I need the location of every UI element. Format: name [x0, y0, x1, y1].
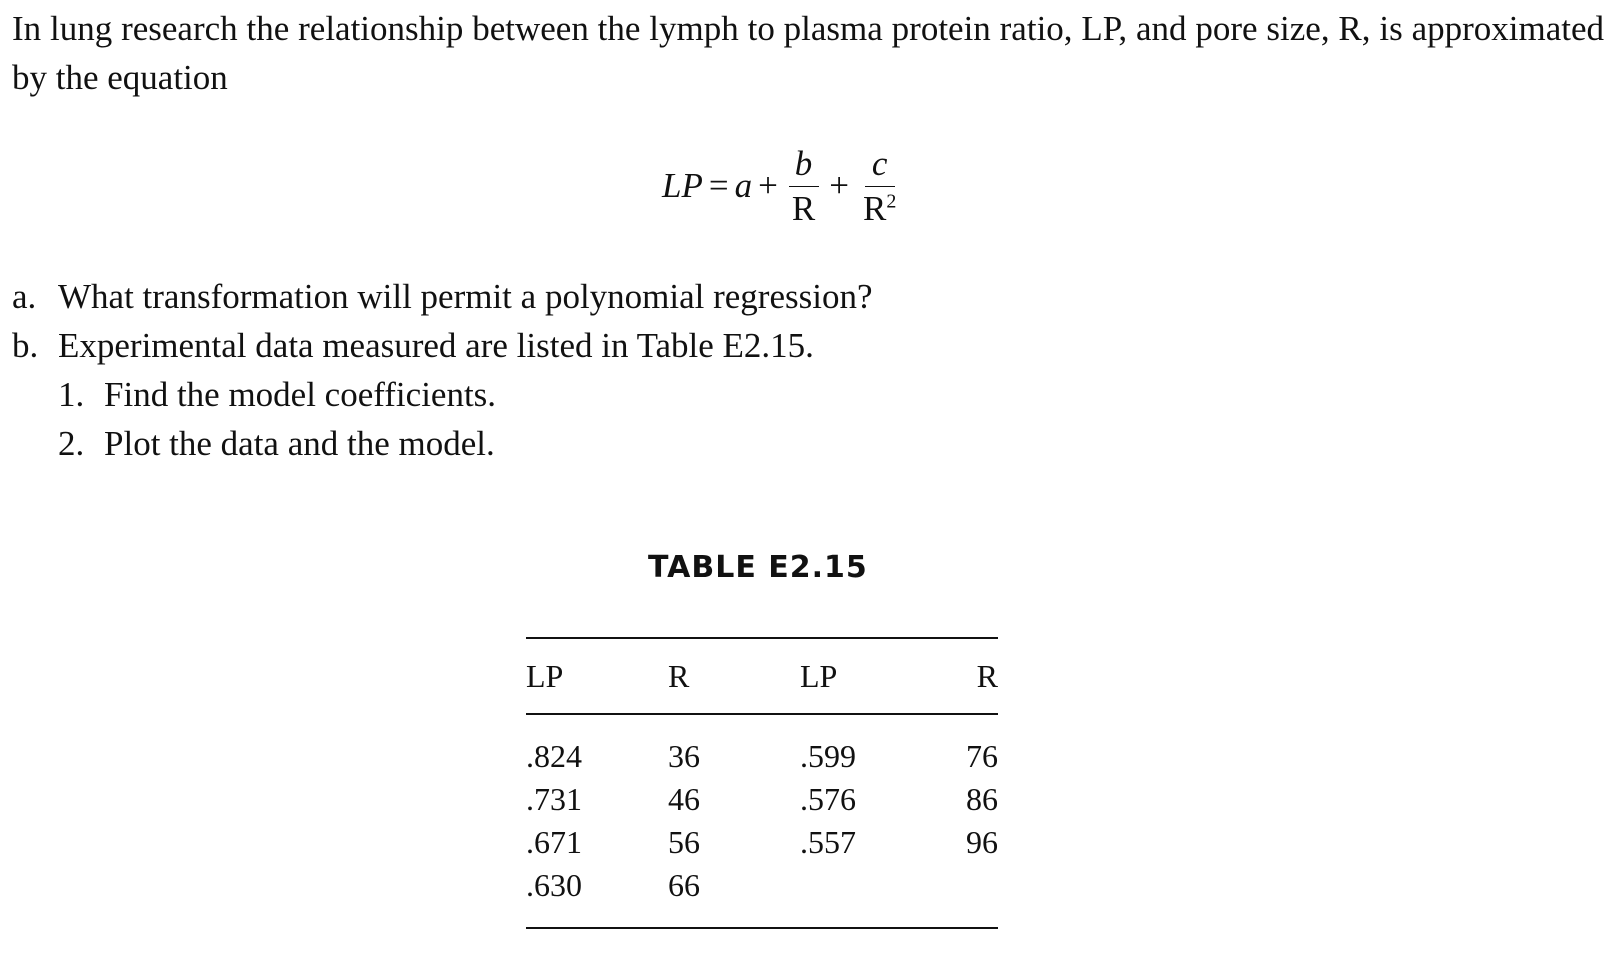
subquestion-text: Plot the data and the model.: [104, 424, 495, 463]
problem-intro: In lung research the relationship between the lymph to plasma protein ratio, LP, and pore size, R, is approximated by the equation: [12, 9, 1604, 97]
header-lp-2: LP: [800, 657, 838, 694]
question-a: [12, 272, 873, 321]
table-cell: 66: [668, 867, 700, 903]
fraction-1-numerator: b: [789, 144, 819, 187]
table-cell: .557: [800, 824, 856, 860]
table-header-row: [526, 639, 998, 715]
question-a-letter: a.: [12, 277, 37, 316]
header-lp-1: LP: [526, 657, 564, 694]
lp-equation: [662, 136, 904, 236]
equation-plus-2: +: [829, 166, 849, 205]
header-r-2: R: [976, 657, 998, 694]
table-cell: .731: [526, 781, 582, 817]
equation-a: a: [734, 166, 753, 205]
fraction-1-denominator: R: [791, 188, 816, 228]
table-cell: .671: [526, 824, 582, 860]
table-cell: .599: [800, 738, 856, 774]
question-b-text: Experimental data measured are listed in Table E2.15.: [58, 326, 814, 365]
table-cell: 56: [668, 824, 700, 860]
subquestion-number: 2.: [58, 424, 85, 463]
table-cell: .576: [800, 781, 856, 817]
fraction-c-over-r-squared: [859, 144, 900, 229]
data-table: [526, 637, 998, 929]
fraction-2-base: R: [862, 188, 887, 228]
subquestion-number: 1.: [58, 375, 85, 414]
table-row: [526, 821, 998, 864]
equation-plus-1: +: [758, 166, 778, 205]
table-cell: 86: [966, 781, 998, 817]
table-cell: 76: [966, 738, 998, 774]
table-row: [526, 735, 998, 778]
header-r-1: R: [668, 657, 690, 694]
table-cell: 96: [966, 824, 998, 860]
question-b-2: [12, 419, 873, 468]
fraction-b-over-r: [788, 144, 819, 229]
table-body: [526, 715, 998, 927]
table-cell: 36: [668, 738, 700, 774]
fraction-2-exponent: 2: [886, 189, 897, 212]
equation-equals: =: [708, 166, 729, 205]
equation-lhs: LP: [662, 166, 703, 205]
fraction-2-denominator: [859, 187, 900, 229]
question-a-text: What transformation will permit a polynomial regression?: [58, 277, 873, 316]
subquestion-text: Find the model coefficients.: [104, 375, 497, 414]
table-cell: .824: [526, 738, 582, 774]
table-cell: 46: [668, 781, 700, 817]
table-cell: .630: [526, 867, 582, 903]
question-b: [12, 321, 873, 370]
table-row: [526, 778, 998, 821]
question-list: [12, 272, 873, 468]
fraction-2-numerator: c: [865, 144, 895, 187]
table-title: TABLE E2.15: [648, 550, 868, 585]
question-b-1: [12, 370, 873, 419]
table-row: [526, 864, 998, 907]
question-b-letter: b.: [12, 326, 39, 365]
